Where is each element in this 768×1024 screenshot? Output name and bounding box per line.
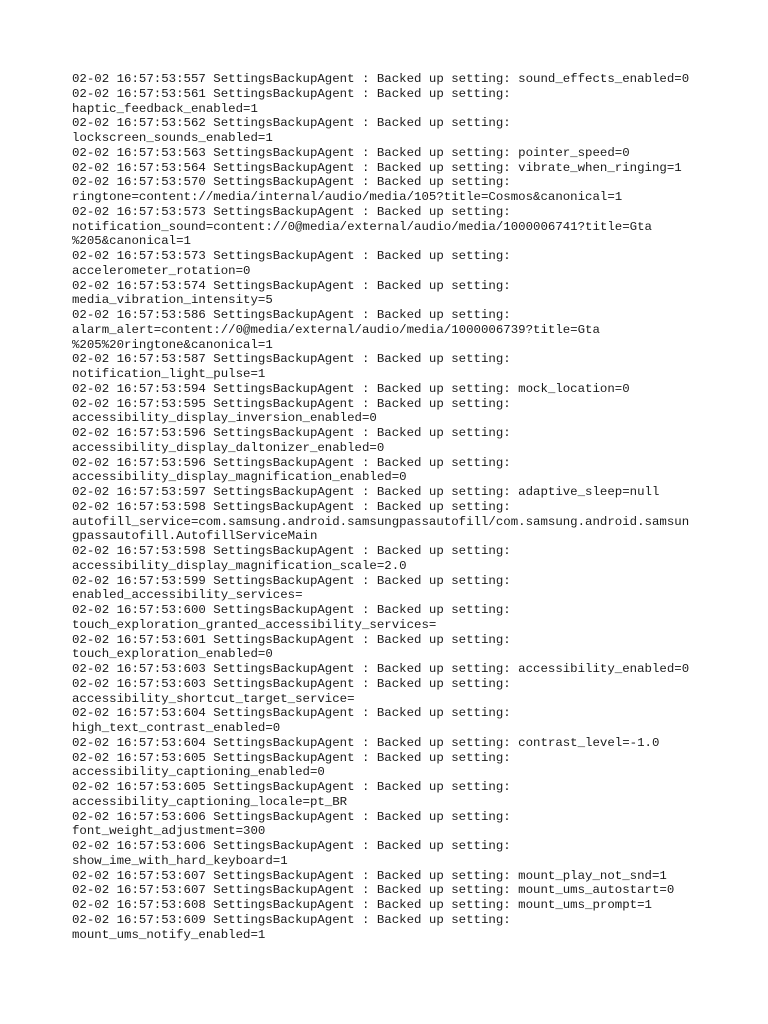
log-line: 02-02 16:57:53:605 SettingsBackupAgent : Backed up setting: xyxy=(72,780,511,794)
log-line: enabled_accessibility_services= xyxy=(72,588,303,603)
log-line: 02-02 16:57:53:563 SettingsBackupAgent : Backed up setting: pointer_speed=0 xyxy=(72,145,630,160)
log-line: autofill_service=com.samsung.android.samsungpassautofill/com.samsung.android.samsun xyxy=(72,514,690,529)
log-line: %205&canonical=1 xyxy=(72,234,191,249)
log-document xyxy=(72,72,712,942)
log-line: font_weight_adjustment=300 xyxy=(72,824,266,839)
log-line: accelerometer_rotation=0 xyxy=(72,263,251,278)
log-line: 02-02 16:57:53:604 SettingsBackupAgent : Backed up setting: contrast_level=-1.0 xyxy=(72,735,660,750)
log-line: accessibility_display_magnification_enabled=0 xyxy=(72,470,407,485)
log-line: touch_exploration_granted_accessibility_services= xyxy=(72,617,437,632)
log-line: 02-02 16:57:53:586 SettingsBackupAgent : Backed up setting: xyxy=(72,308,511,322)
log-line: 02-02 16:57:53:573 SettingsBackupAgent : Backed up setting: xyxy=(72,249,511,263)
log-line: 02-02 16:57:53:573 SettingsBackupAgent : Backed up setting: xyxy=(72,204,511,219)
log-line: 02-02 16:57:53:606 SettingsBackupAgent : Backed up setting: xyxy=(72,839,511,853)
log-line: 02-02 16:57:53:609 SettingsBackupAgent : Backed up setting: xyxy=(72,912,511,927)
log-line: ringtone=content://media/internal/audio/media/105?title=Cosmos&canonical=1 xyxy=(72,190,623,204)
log-line: accessibility_display_daltonizer_enabled=0 xyxy=(72,440,385,455)
log-line: alarm_alert=content://0@media/external/audio/media/1000006739?title=Gta xyxy=(72,322,600,337)
log-line: gpassautofill.AutofillServiceMain xyxy=(72,529,318,544)
log-line: 02-02 16:57:53:561 SettingsBackupAgent : Backed up setting: xyxy=(72,86,511,101)
log-line: %205%20ringtone&canonical=1 xyxy=(72,337,273,352)
log-line: notification_sound=content://0@media/external/audio/media/1000006741?title=Gta xyxy=(72,219,652,234)
log-line: touch_exploration_enabled=0 xyxy=(72,647,273,662)
log-line: 02-02 16:57:53:596 SettingsBackupAgent : Backed up setting: xyxy=(72,455,511,470)
log-line: 02-02 16:57:53:604 SettingsBackupAgent : Backed up setting: xyxy=(72,706,511,721)
log-line: 02-02 16:57:53:597 SettingsBackupAgent : Backed up setting: adaptive_sleep=null xyxy=(72,485,660,499)
log-line: 02-02 16:57:53:603 SettingsBackupAgent : Backed up setting: accessibility_enabled=0 xyxy=(72,662,690,676)
log-line: 02-02 16:57:53:608 SettingsBackupAgent : Backed up setting: mount_ums_prompt=1 xyxy=(72,898,652,912)
log-line: 02-02 16:57:53:557 SettingsBackupAgent : Backed up setting: sound_effects_enabled=0 xyxy=(72,72,690,86)
log-line: 02-02 16:57:53:606 SettingsBackupAgent : Backed up setting: xyxy=(72,809,511,824)
log-line: 02-02 16:57:53:594 SettingsBackupAgent : Backed up setting: mock_location=0 xyxy=(72,381,630,396)
log-line: 02-02 16:57:53:599 SettingsBackupAgent : Backed up setting: xyxy=(72,573,511,588)
log-line: haptic_feedback_enabled=1 xyxy=(72,101,258,116)
log-line: mount_ums_notify_enabled=1 xyxy=(72,927,266,942)
log-line: media_vibration_intensity=5 xyxy=(72,293,273,308)
log-line: high_text_contrast_enabled=0 xyxy=(72,721,281,735)
log-line: 02-02 16:57:53:595 SettingsBackupAgent : Backed up setting: xyxy=(72,396,511,411)
log-line: 02-02 16:57:53:600 SettingsBackupAgent : Backed up setting: xyxy=(72,603,511,617)
log-line: 02-02 16:57:53:570 SettingsBackupAgent : Backed up setting: xyxy=(72,175,511,190)
log-line: 02-02 16:57:53:603 SettingsBackupAgent : Backed up setting: xyxy=(72,676,511,691)
log-line: lockscreen_sounds_enabled=1 xyxy=(72,131,273,145)
log-line: 02-02 16:57:53:605 SettingsBackupAgent : Backed up setting: xyxy=(72,750,511,765)
log-line: 02-02 16:57:53:596 SettingsBackupAgent : Backed up setting: xyxy=(72,426,511,440)
log-line: 02-02 16:57:53:601 SettingsBackupAgent : Backed up setting: xyxy=(72,632,511,647)
log-line: 02-02 16:57:53:587 SettingsBackupAgent : Backed up setting: xyxy=(72,352,511,367)
log-line: 02-02 16:57:53:598 SettingsBackupAgent : Backed up setting: xyxy=(72,544,511,558)
log-line: notification_light_pulse=1 xyxy=(72,367,266,381)
log-line: 02-02 16:57:53:598 SettingsBackupAgent : Backed up setting: xyxy=(72,499,511,514)
log-line: accessibility_display_inversion_enabled=0 xyxy=(72,411,377,426)
log-line: accessibility_captioning_locale=pt_BR xyxy=(72,794,348,809)
log-line: 02-02 16:57:53:562 SettingsBackupAgent : Backed up setting: xyxy=(72,116,511,131)
log-line: 02-02 16:57:53:564 SettingsBackupAgent : Backed up setting: vibrate_when_ringing=1 xyxy=(72,160,682,175)
log-line: 02-02 16:57:53:607 SettingsBackupAgent : Backed up setting: mount_play_not_snd=1 xyxy=(72,868,667,883)
log-line: accessibility_display_magnification_scale=2.0 xyxy=(72,558,407,573)
log-line: accessibility_shortcut_target_service= xyxy=(72,691,355,706)
log-line: accessibility_captioning_enabled=0 xyxy=(72,765,325,780)
log-line: 02-02 16:57:53:607 SettingsBackupAgent : Backed up setting: mount_ums_autostart=0 xyxy=(72,883,675,898)
log-line: show_ime_with_hard_keyboard=1 xyxy=(72,853,288,868)
log-line: 02-02 16:57:53:574 SettingsBackupAgent : Backed up setting: xyxy=(72,278,511,293)
